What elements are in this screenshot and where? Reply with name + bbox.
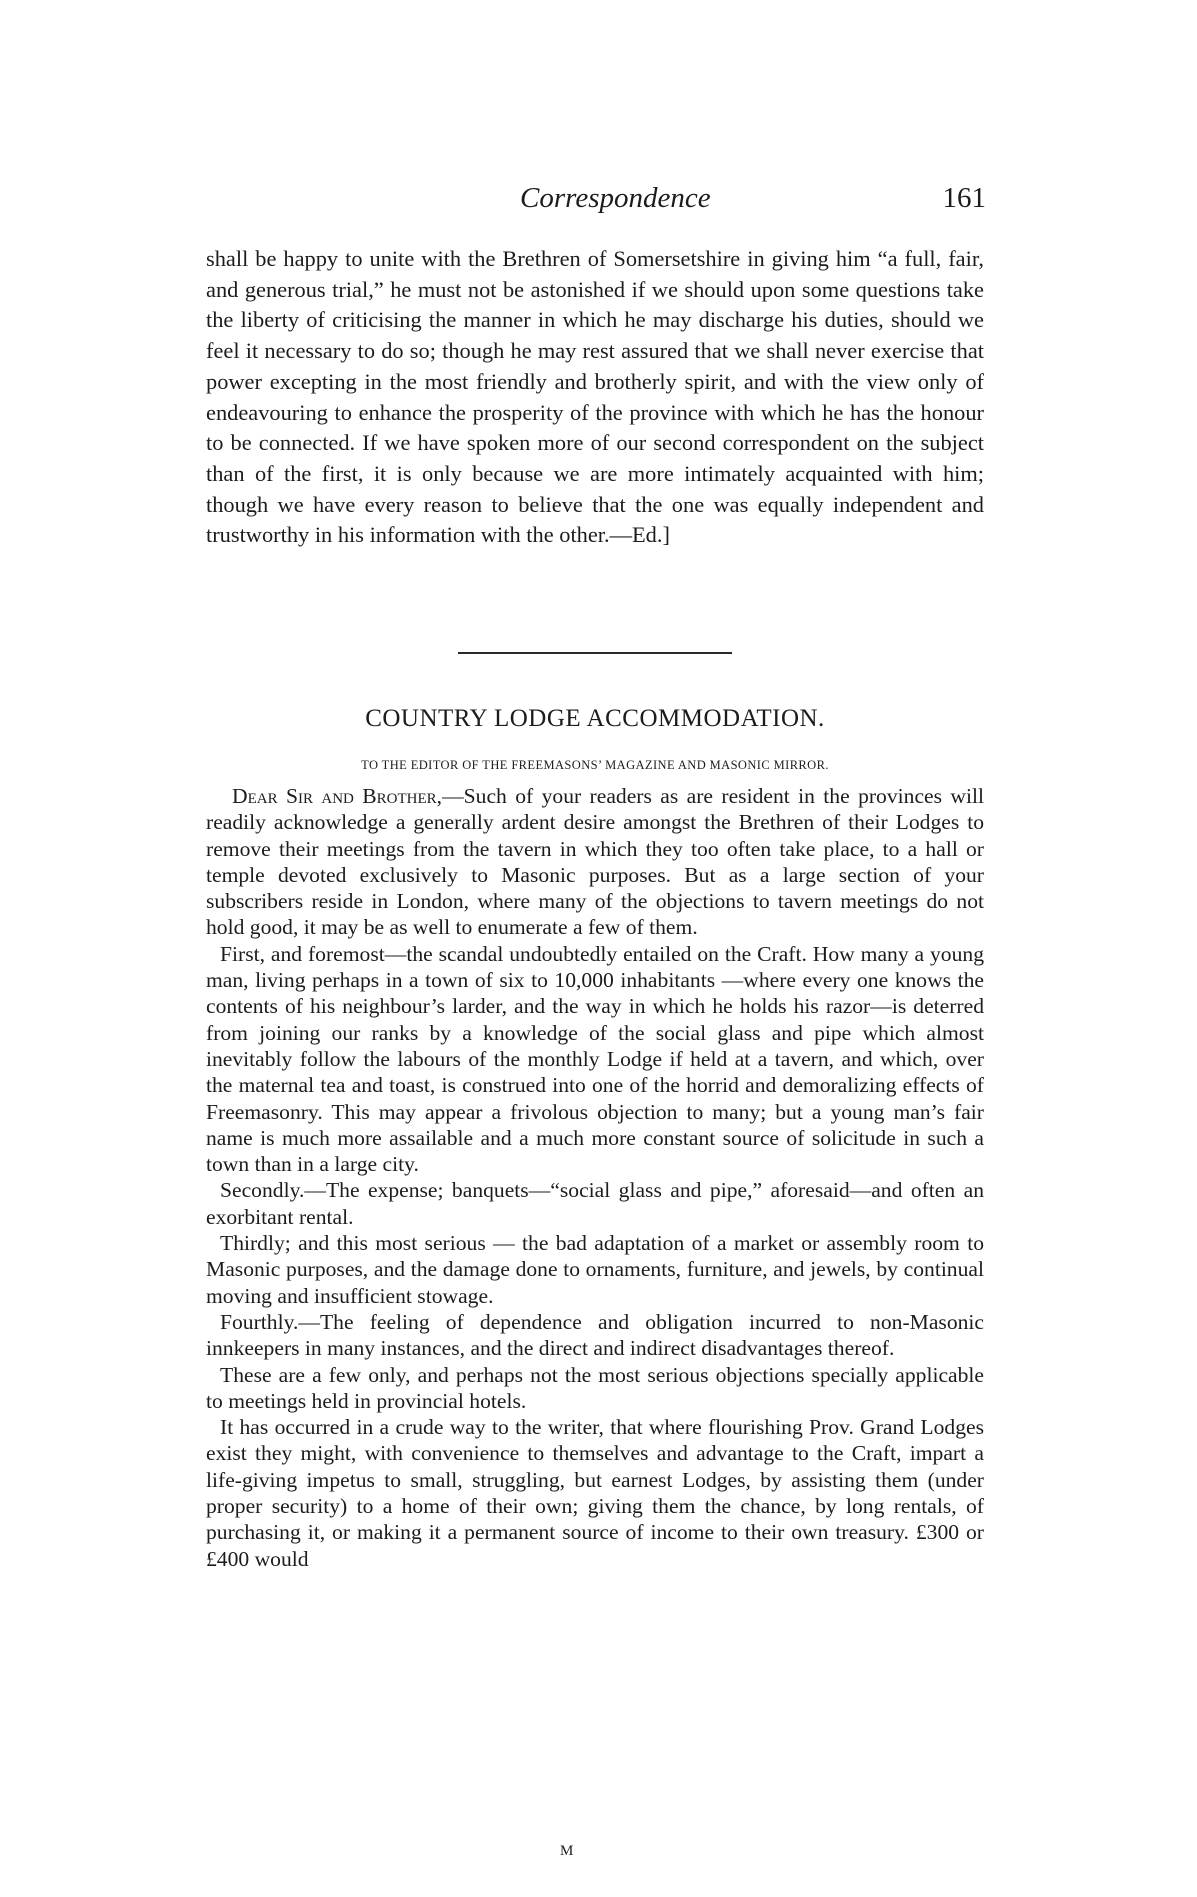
editor-note <box>206 244 984 551</box>
running-head-title: Correspondence <box>520 182 711 214</box>
article-subheading: TO THE EDITOR OF THE FREEMASONS’ MAGAZINE AND MASONIC MIRROR. <box>361 758 829 772</box>
signature-mark: M <box>560 1843 574 1859</box>
letter-paragraph: Secondly.—The expense; banquets—“social glass and pipe,” aforesaid—and often an exorbitant rental. <box>206 1178 984 1229</box>
letter-paragraph: These are a few only, and perhaps not the most serious objections specially applicable to meetings held in provincial hotels. <box>206 1362 984 1413</box>
letter-paragraph: First, and foremost—the scandal undoubtedly entailed on the Craft. How many a young man, living perhaps in a town of six to 10,000 inhabitants —where every one knows the contents of his neighbour’s larder, and the way in which he holds his razor—is deterred from joining our ranks by a knowledge of the social glass and pipe which almost inevitably follow the labours of the monthly Lodge if held at a tavern, and which, over the maternal tea and toast, is construed into one of the horrid and demoralizing effects of Freemasonry. This may appear a frivolous objection to many; but a young man’s fair name is much more assailable and a much more constant source of solicitude in such a town than in a large city. <box>206 941 984 1177</box>
letter-paragraph: Thirdly; and this most serious — the bad adaptation of a market or assembly room to Masonic purposes, and the damage done to ornaments, furniture, and jewels, by continual moving and insufficient stowage. <box>206 1231 984 1308</box>
page-number: 161 <box>942 182 986 214</box>
article-heading: COUNTRY LODGE ACCOMMODATION. <box>365 705 825 732</box>
editor-note-paragraph: shall be happy to unite with the Brethren of Somersetshire in giving him “a full, fair, and generous trial,” he must not be astonished if we should upon some questions take the liberty of criticising the manner in which he may discharge his duties, should we feel it necessary to do so; though he may rest assured that we shall never exercise that power excepting in the most friendly and brotherly spirit, and with the view only of endeavouring to enhance the prosperity of the province with which he has the honour to be connected. If we have spoken more of our second correspondent on the subject than of the first, it is only because we are more intimately acquainted with him; though we have every reason to believe that the one was equally independent and trustworthy in his information with the other.—Ed.] <box>206 246 984 548</box>
salutation: Dear Sir and Brother, <box>232 784 443 808</box>
section-divider <box>458 652 732 654</box>
letter-body <box>206 783 984 1572</box>
letter-paragraph <box>206 783 984 941</box>
paragraph-text: —Such of your readers as are resident in the provinces will readily acknowledge a generally ardent desire amongst the Brethren of their Lodges to remove their meetings from the tavern in which they too often take place, to a hall or temple devoted exclusively to Masonic purposes. But as a large section of your subscribers reside in London, where many of the objections to tavern meetings do not hold good, it may be as well to enumerate a few of them. <box>206 784 984 940</box>
letter-paragraph: Fourthly.—The feeling of dependence and obligation incurred to non-Masonic innkeepers in many instances, and the direct and indirect disadvantages thereof. <box>206 1309 984 1361</box>
letter-paragraph: It has occurred in a crude way to the writer, that where flourishing Prov. Grand Lodges exist they might, with convenience to themselves and advantage to the Craft, impart a life-giving impetus to small, struggling, but earnest Lodges, by assisting them (under proper security) to a home of their own; giving them the chance, by long rentals, of purchasing it, or making it a permanent source of income to their own treasury. £300 or £400 would <box>206 1415 984 1571</box>
